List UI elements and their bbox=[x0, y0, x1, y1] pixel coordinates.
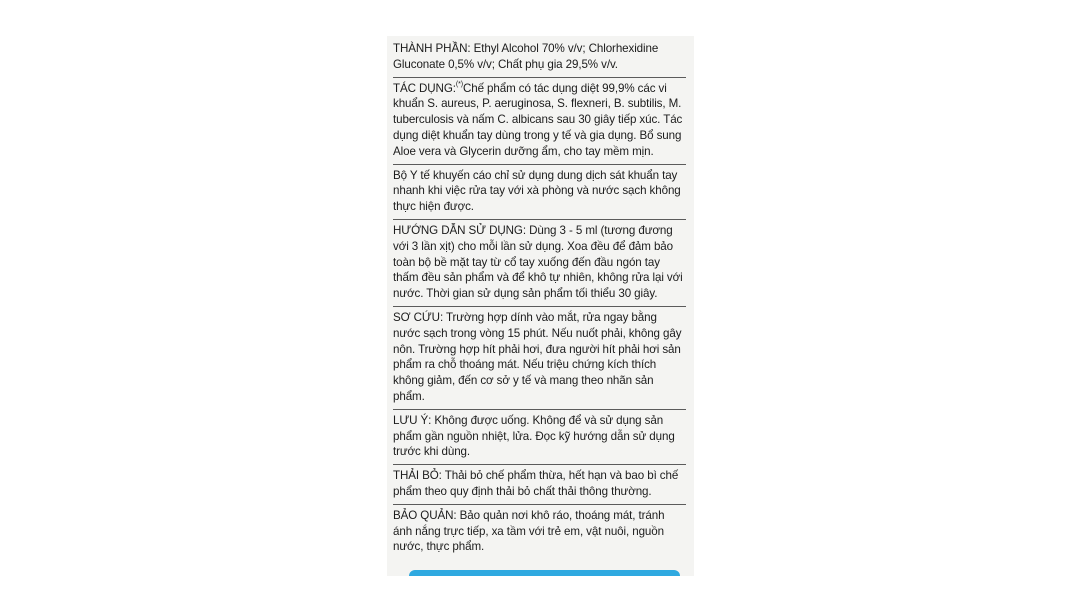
warning-heading: LƯU Ý: bbox=[393, 413, 432, 427]
first-aid-heading: SƠ CỨU: bbox=[393, 310, 444, 324]
section-usage-instructions bbox=[393, 220, 686, 307]
ingredients-text: Ethyl Alcohol 70% v/v; Chlorhexidine Gluconate 0,5% v/v; Chất phụ gia 29,5% v/v. bbox=[393, 42, 659, 71]
storage-text: Bảo quản nơi khô ráo, thoáng mát, tránh ánh nắng trực tiếp, xa tầm với trẻ em, vật nuôi, nguồn nước, thực phẩm. bbox=[393, 508, 665, 554]
ingredients-heading: THÀNH PHẦN: bbox=[393, 42, 471, 55]
section-ingredients bbox=[393, 38, 686, 78]
disposal-text: Thải bỏ chế phẩm thừa, hết hạn và bao bì chế phẩm theo quy định thải bỏ chất thải thông thường. bbox=[393, 469, 679, 498]
effects-footnote-marker: (*) bbox=[455, 80, 463, 88]
warning-text: Không được uống. Không để và sử dụng sản phẩm gần nguồn nhiệt, lửa. Đọc kỹ hướng dẫn sử dụng trước khi dùng. bbox=[393, 413, 675, 459]
usage-text: Dùng 3 - 5 ml (tương đương với 3 lần xịt) cho mỗi lần sử dụng. Xoa đều để đảm bảo toàn bộ bề mặt tay từ cổ tay xuống đến đầu ngón tay thấm đều sản phẩm và để khô tự nhiên, không rửa lại với nước. Thời gian sử dụng sản phẩm tối thiểu 30 giây. bbox=[393, 223, 683, 301]
ministry-recommendation-text: Bộ Y tế khuyến cáo chỉ sử dụng dung dịch sát khuẩn tay nhanh khi việc rửa tay với xà phòng và nước sạch không thực hiện được. bbox=[393, 168, 681, 214]
section-first-aid bbox=[393, 307, 686, 410]
section-storage bbox=[393, 505, 686, 559]
label-content bbox=[393, 38, 686, 559]
product-label bbox=[387, 36, 694, 576]
disposal-heading: THẢI BỎ: bbox=[393, 469, 442, 483]
section-effects bbox=[393, 78, 686, 165]
usage-heading: HƯỚNG DẪN SỬ DỤNG: bbox=[393, 223, 526, 237]
section-disposal bbox=[393, 465, 686, 505]
effects-text: Chế phẩm có tác dụng diệt 99,9% các vi khuẩn S. aureus, P. aeruginosa, S. flexneri, B. subtilis, M. tuberculosis và nấm C. albicans sau 30 giây tiếp xúc. Tác dụng diệt khuẩn tay dùng trong y tế và gia dụng. Bổ sung Aloe vera và Glycerin dưỡng ẩm, cho tay mềm mịn. bbox=[393, 81, 683, 158]
section-warning bbox=[393, 410, 686, 465]
section-ministry-recommendation bbox=[393, 165, 686, 220]
storage-heading: BẢO QUẢN: bbox=[393, 508, 457, 522]
effects-heading: TÁC DỤNG: bbox=[393, 81, 456, 95]
label-accent-bar bbox=[409, 570, 680, 576]
first-aid-text: Trường hợp dính vào mắt, rửa ngay bằng nước sạch trong vòng 15 phút. Nếu nuốt phải, không gây nôn. Trường hợp hít phải hơi, đưa người hít phải hơi sản phẩm ra chỗ thoáng mát. Nếu triệu chứng kích thích không giảm, đến cơ sở y tế và mang theo nhãn sản phẩm. bbox=[393, 310, 682, 403]
